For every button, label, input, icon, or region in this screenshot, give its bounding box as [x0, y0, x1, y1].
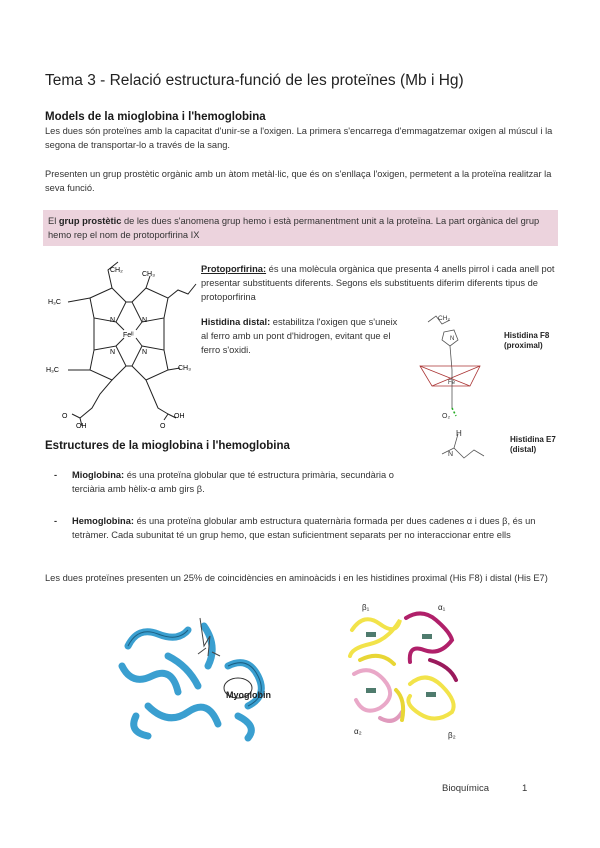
vinyl-right — [168, 284, 196, 298]
his-o2-label: O₂ — [442, 413, 451, 420]
hemoglobin-figure — [340, 600, 470, 740]
heme-oh-left: OH — [76, 423, 87, 430]
bullet-mioglobina: - Mioglobina: és una proteïna globular que té estructura primària, secundària o terciària amb hèlix-α amb girs β. — [54, 470, 394, 494]
heme-o-right: O — [160, 423, 166, 430]
heme-h3c-bottom: H₃C — [46, 367, 59, 374]
his-h-label: H — [456, 429, 462, 438]
hb-alpha1-label: α₁ — [438, 603, 446, 612]
heme-o-left: O — [62, 413, 68, 420]
pyrrole-ring-bottom-right — [132, 346, 168, 380]
hb-alpha2-label: α₂ — [354, 727, 362, 736]
hb-beta2-label: β₂ — [448, 731, 456, 740]
vinyl-top — [108, 262, 118, 288]
heme-ch2-top: CH₂ — [110, 267, 123, 274]
his-n2-label: N — [448, 451, 454, 458]
propionate-left — [72, 380, 112, 426]
heme-fe: Feᴵᴵ — [123, 332, 134, 339]
highlight-box — [43, 210, 558, 246]
his-n-label: N — [450, 336, 455, 342]
pyrrole-ring-top-left — [90, 288, 126, 322]
his-fe-label: Fe — [448, 380, 456, 386]
histidine-heme-figure — [408, 308, 568, 468]
section-heading-estructures: Estructures de la mioglobina i l'hemoglobina — [45, 440, 290, 452]
his-ch2-label: CH₂ — [438, 315, 450, 322]
heme-h3c-left: H₃C — [48, 299, 61, 306]
heme-structure-figure — [40, 258, 205, 430]
myoglobin-label: Myoglobin — [226, 690, 271, 700]
propionate-right — [146, 380, 176, 420]
paragraph-grup-prostetic: Presenten un grup prostètic orgànic amb un àtom metàl·lic, que és on s'enllaça l'oxigen, permetent a la proteïna realitzar la seva funció. — [45, 169, 552, 193]
bullet-hemoglobina: - Hemoglobina: és una proteïna globular amb estructura quaternària formada per dues cadenes α i dues β, és un tetràmer. Cada subunitat té un grup hemo, que estan suficientment separats per no interaccionar entre ells — [54, 516, 536, 540]
pyrrole-ring-bottom-left — [90, 346, 126, 380]
pyrrole-ring-top-right — [132, 288, 168, 322]
paragraph-intro: Les dues són proteïnes amb la capacitat d'unir-se a l'oxigen. La primera s'encarrega d'emmagatzemar oxigen al múscul i la segona de transportar-lo a través de la sang. — [45, 126, 553, 150]
paragraph-coincidencies: Les dues proteïnes presenten un 25% de coincidències en aminoàcids i en les histidines proximal (His F8) i distal (His E7) — [45, 573, 548, 583]
label-distal: (distal) — [510, 445, 537, 454]
heme-n-4: N — [142, 349, 148, 356]
heme-oh-right: OH — [174, 413, 185, 420]
heme-ch3-top: CH₃ — [142, 271, 155, 278]
heme-n-2: N — [142, 317, 148, 324]
highlight-text: El grup prostètic de les dues s'anomena grup hemo i està permanentment unit a la proteïna. La part orgànica del grup hemo rep el nom de protoporfirina IX — [48, 216, 540, 240]
footer-subject: Bioquímica — [442, 783, 489, 794]
hb-beta1-label: β₁ — [362, 603, 370, 612]
section-heading-models: Models de la mioglobina i l'hemoglobina — [45, 111, 266, 123]
label-histidina-e7: Histidina E7 — [510, 435, 556, 444]
page-title: Tema 3 - Relació estructura-funció de les proteïnes (Mb i Hg) — [45, 72, 464, 89]
footer-page-number: 1 — [522, 783, 528, 794]
label-proximal: (proximal) — [504, 341, 543, 350]
heme-n-3: N — [110, 349, 116, 356]
myoglobin-figure — [108, 606, 318, 746]
heme-ch3-right: CH₃ — [178, 365, 191, 372]
label-histidina-f8: Histidina F8 — [504, 331, 550, 340]
protoporfirina-paragraph: Protoporfirina: és una molècula orgànica que presenta 4 anells pirrol i cada anell pot presentar substituents diferents. Segons els substituents diferim diferents tipus de protoporfirina — [201, 264, 555, 302]
heme-n-1: N — [110, 317, 116, 324]
histidina-distal-paragraph: Histidina distal: estabilitza l'oxigen que s'uneix al ferro amb un pont d'hidrogen, evitant que el ferro s'oxidi. — [201, 317, 398, 355]
